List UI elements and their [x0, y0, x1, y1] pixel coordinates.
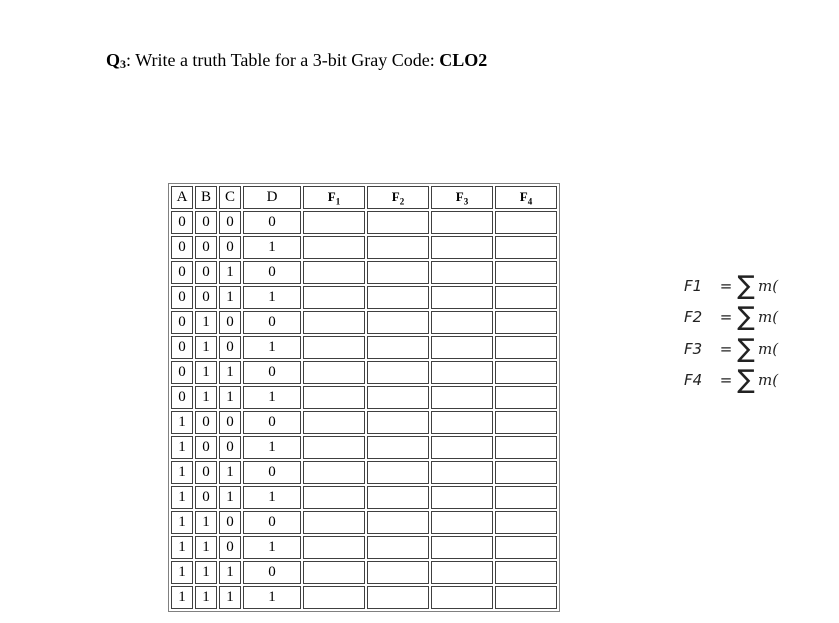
cell-f1-blank[interactable] — [303, 261, 365, 284]
cell-f1-blank[interactable] — [303, 286, 365, 309]
cell-b: 0 — [195, 486, 217, 509]
table-row — [171, 536, 557, 559]
cell-f3-blank[interactable] — [431, 286, 493, 309]
cell-b: 1 — [195, 536, 217, 559]
cell-f2-blank[interactable] — [367, 411, 429, 434]
cell-f3-blank[interactable] — [431, 486, 493, 509]
sigma-icon: ∑ — [737, 270, 755, 301]
cell-f3-blank[interactable] — [431, 236, 493, 259]
equation-lhs: F1 — [684, 276, 703, 295]
cell-f3-blank[interactable] — [431, 436, 493, 459]
equation-f2 — [684, 302, 778, 334]
cell-c: 1 — [219, 386, 241, 409]
equals-sign: = — [719, 339, 733, 358]
cell-f1-blank[interactable] — [303, 336, 365, 359]
cell-f4-blank[interactable] — [495, 511, 557, 534]
cell-b: 1 — [195, 511, 217, 534]
cell-d: 0 — [243, 511, 301, 534]
cell-f1-blank[interactable] — [303, 461, 365, 484]
cell-b: 1 — [195, 361, 217, 384]
cell-c: 0 — [219, 536, 241, 559]
cell-a: 0 — [171, 386, 193, 409]
cell-a: 1 — [171, 461, 193, 484]
cell-c: 1 — [219, 261, 241, 284]
cell-f3-blank[interactable] — [431, 361, 493, 384]
cell-f3-blank[interactable] — [431, 386, 493, 409]
truth-table-body — [171, 211, 557, 609]
cell-f2-blank[interactable] — [367, 561, 429, 584]
header-f3: $F_3$ — [431, 186, 493, 209]
equals-sign: = — [719, 308, 733, 327]
sigma-icon: ∑ — [737, 333, 755, 364]
cell-c: 0 — [219, 311, 241, 334]
cell-f4-blank[interactable] — [495, 361, 557, 384]
cell-f4-blank[interactable] — [495, 386, 557, 409]
cell-f2-blank[interactable] — [367, 511, 429, 534]
cell-f1-blank[interactable] — [303, 561, 365, 584]
cell-b: 0 — [195, 436, 217, 459]
table-row — [171, 561, 557, 584]
cell-a: 1 — [171, 561, 193, 584]
cell-f4-blank[interactable] — [495, 461, 557, 484]
cell-a: 1 — [171, 536, 193, 559]
cell-f2-blank[interactable] — [367, 236, 429, 259]
cell-f2-blank[interactable] — [367, 486, 429, 509]
header-f4: $F_4$ — [495, 186, 557, 209]
table-row — [171, 436, 557, 459]
cell-f4-blank[interactable] — [495, 236, 557, 259]
cell-f3-blank[interactable] — [431, 261, 493, 284]
table-row — [171, 261, 557, 284]
cell-d: 0 — [243, 411, 301, 434]
table-row — [171, 411, 557, 434]
cell-f1-blank[interactable] — [303, 436, 365, 459]
table-row — [171, 211, 557, 234]
cell-d: 1 — [243, 336, 301, 359]
table-row — [171, 311, 557, 334]
minterm-equations — [684, 270, 778, 396]
cell-f3-blank[interactable] — [431, 461, 493, 484]
cell-f2-blank[interactable] — [367, 386, 429, 409]
cell-b: 0 — [195, 461, 217, 484]
cell-c: 1 — [219, 561, 241, 584]
cell-b: 0 — [195, 211, 217, 234]
cell-d: 1 — [243, 486, 301, 509]
cell-f1-blank[interactable] — [303, 536, 365, 559]
cell-f4-blank[interactable] — [495, 336, 557, 359]
cell-f4-blank[interactable] — [495, 211, 557, 234]
question-heading — [106, 50, 487, 71]
cell-b: 1 — [195, 586, 217, 609]
cell-d: 1 — [243, 386, 301, 409]
equation-lhs: F4 — [684, 371, 703, 390]
cell-a: 0 — [171, 361, 193, 384]
cell-d: 0 — [243, 311, 301, 334]
cell-f3-blank[interactable] — [431, 336, 493, 359]
cell-a: 0 — [171, 261, 193, 284]
equation-f1 — [684, 270, 778, 302]
cell-a: 0 — [171, 336, 193, 359]
cell-f4-blank[interactable] — [495, 411, 557, 434]
cell-f1-blank[interactable] — [303, 211, 365, 234]
cell-b: 1 — [195, 311, 217, 334]
equation-lhs: F2 — [684, 308, 703, 327]
cell-d: 0 — [243, 361, 301, 384]
cell-c: 0 — [219, 236, 241, 259]
sigma-icon: ∑ — [737, 302, 755, 333]
table-row — [171, 236, 557, 259]
cell-f1-blank[interactable] — [303, 486, 365, 509]
table-row — [171, 511, 557, 534]
cell-f4-blank[interactable] — [495, 436, 557, 459]
cell-c: 0 — [219, 336, 241, 359]
cell-f3-blank[interactable] — [431, 411, 493, 434]
table-row — [171, 386, 557, 409]
cell-f2-blank[interactable] — [367, 286, 429, 309]
cell-d: 1 — [243, 536, 301, 559]
cell-d: 1 — [243, 236, 301, 259]
cell-a: 1 — [171, 411, 193, 434]
table-row — [171, 361, 557, 384]
cell-f2-blank[interactable] — [367, 586, 429, 609]
cell-b: 0 — [195, 261, 217, 284]
cell-a: 0 — [171, 311, 193, 334]
cell-a: 1 — [171, 511, 193, 534]
cell-f3-blank[interactable] — [431, 586, 493, 609]
cell-f3-blank[interactable] — [431, 561, 493, 584]
cell-f1-blank[interactable] — [303, 361, 365, 384]
header-f1: $F_1$ — [303, 186, 365, 209]
cell-a: 1 — [171, 486, 193, 509]
cell-f4-blank[interactable] — [495, 311, 557, 334]
cell-f2-blank[interactable] — [367, 536, 429, 559]
table-row — [171, 486, 557, 509]
cell-a: 0 — [171, 211, 193, 234]
equals-sign: = — [719, 371, 733, 390]
minterm-fill-in[interactable]: m( — [758, 371, 779, 390]
table-header-row — [171, 186, 557, 209]
cell-d: 1 — [243, 436, 301, 459]
minterm-fill-in[interactable]: m( — [758, 339, 779, 358]
cell-c: 1 — [219, 486, 241, 509]
cell-f4-blank[interactable] — [495, 586, 557, 609]
cell-f4-blank[interactable] — [495, 261, 557, 284]
cell-c: 1 — [219, 461, 241, 484]
cell-f1-blank[interactable] — [303, 586, 365, 609]
cell-f4-blank[interactable] — [495, 536, 557, 559]
cell-b: 1 — [195, 561, 217, 584]
cell-f2-blank[interactable] — [367, 461, 429, 484]
cell-f2-blank[interactable] — [367, 311, 429, 334]
table-row — [171, 286, 557, 309]
question-text: : Write a truth Table for a 3-bit Gray Code: — [126, 50, 440, 70]
table-row — [171, 461, 557, 484]
cell-b: 1 — [195, 386, 217, 409]
cell-a: 0 — [171, 286, 193, 309]
table-row — [171, 586, 557, 609]
cell-b: 0 — [195, 236, 217, 259]
table-row — [171, 336, 557, 359]
cell-f2-blank[interactable] — [367, 436, 429, 459]
cell-f3-blank[interactable] — [431, 211, 493, 234]
cell-c: 1 — [219, 361, 241, 384]
cell-d: 0 — [243, 261, 301, 284]
truth-table — [168, 183, 560, 612]
cell-f1-blank[interactable] — [303, 511, 365, 534]
cell-b: 1 — [195, 336, 217, 359]
cell-c: 0 — [219, 411, 241, 434]
header-c: C — [219, 186, 241, 209]
cell-f3-blank[interactable] — [431, 511, 493, 534]
equals-sign: = — [719, 276, 733, 295]
header-b: B — [195, 186, 217, 209]
cell-c: 0 — [219, 211, 241, 234]
cell-c: 0 — [219, 511, 241, 534]
cell-f2-blank[interactable] — [367, 361, 429, 384]
cell-a: 1 — [171, 436, 193, 459]
cell-f4-blank[interactable] — [495, 286, 557, 309]
cell-b: 0 — [195, 286, 217, 309]
question-code: CLO2 — [439, 50, 488, 70]
cell-f4-blank[interactable] — [495, 486, 557, 509]
equation-f4 — [684, 365, 778, 397]
cell-d: 0 — [243, 211, 301, 234]
cell-a: 1 — [171, 586, 193, 609]
cell-c: 1 — [219, 586, 241, 609]
cell-f4-blank[interactable] — [495, 561, 557, 584]
cell-a: 0 — [171, 236, 193, 259]
cell-d: 0 — [243, 461, 301, 484]
cell-f1-blank[interactable] — [303, 411, 365, 434]
header-d: D — [243, 186, 301, 209]
minterm-fill-in[interactable]: m( — [758, 276, 779, 295]
header-a: A — [171, 186, 193, 209]
sigma-icon: ∑ — [737, 365, 755, 396]
cell-f2-blank[interactable] — [367, 336, 429, 359]
cell-d: 0 — [243, 561, 301, 584]
equation-f3 — [684, 333, 778, 365]
cell-f2-blank[interactable] — [367, 211, 429, 234]
cell-d: 1 — [243, 586, 301, 609]
minterm-fill-in[interactable]: m( — [758, 308, 779, 327]
cell-d: 1 — [243, 286, 301, 309]
cell-f1-blank[interactable] — [303, 236, 365, 259]
cell-c: 0 — [219, 436, 241, 459]
cell-f2-blank[interactable] — [367, 261, 429, 284]
cell-c: 1 — [219, 286, 241, 309]
cell-f1-blank[interactable] — [303, 311, 365, 334]
cell-f3-blank[interactable] — [431, 311, 493, 334]
cell-b: 0 — [195, 411, 217, 434]
cell-f3-blank[interactable] — [431, 536, 493, 559]
equation-lhs: F3 — [684, 339, 703, 358]
question-number: $Q_3$ — [106, 50, 127, 71]
cell-f1-blank[interactable] — [303, 386, 365, 409]
header-f2: $F_2$ — [367, 186, 429, 209]
